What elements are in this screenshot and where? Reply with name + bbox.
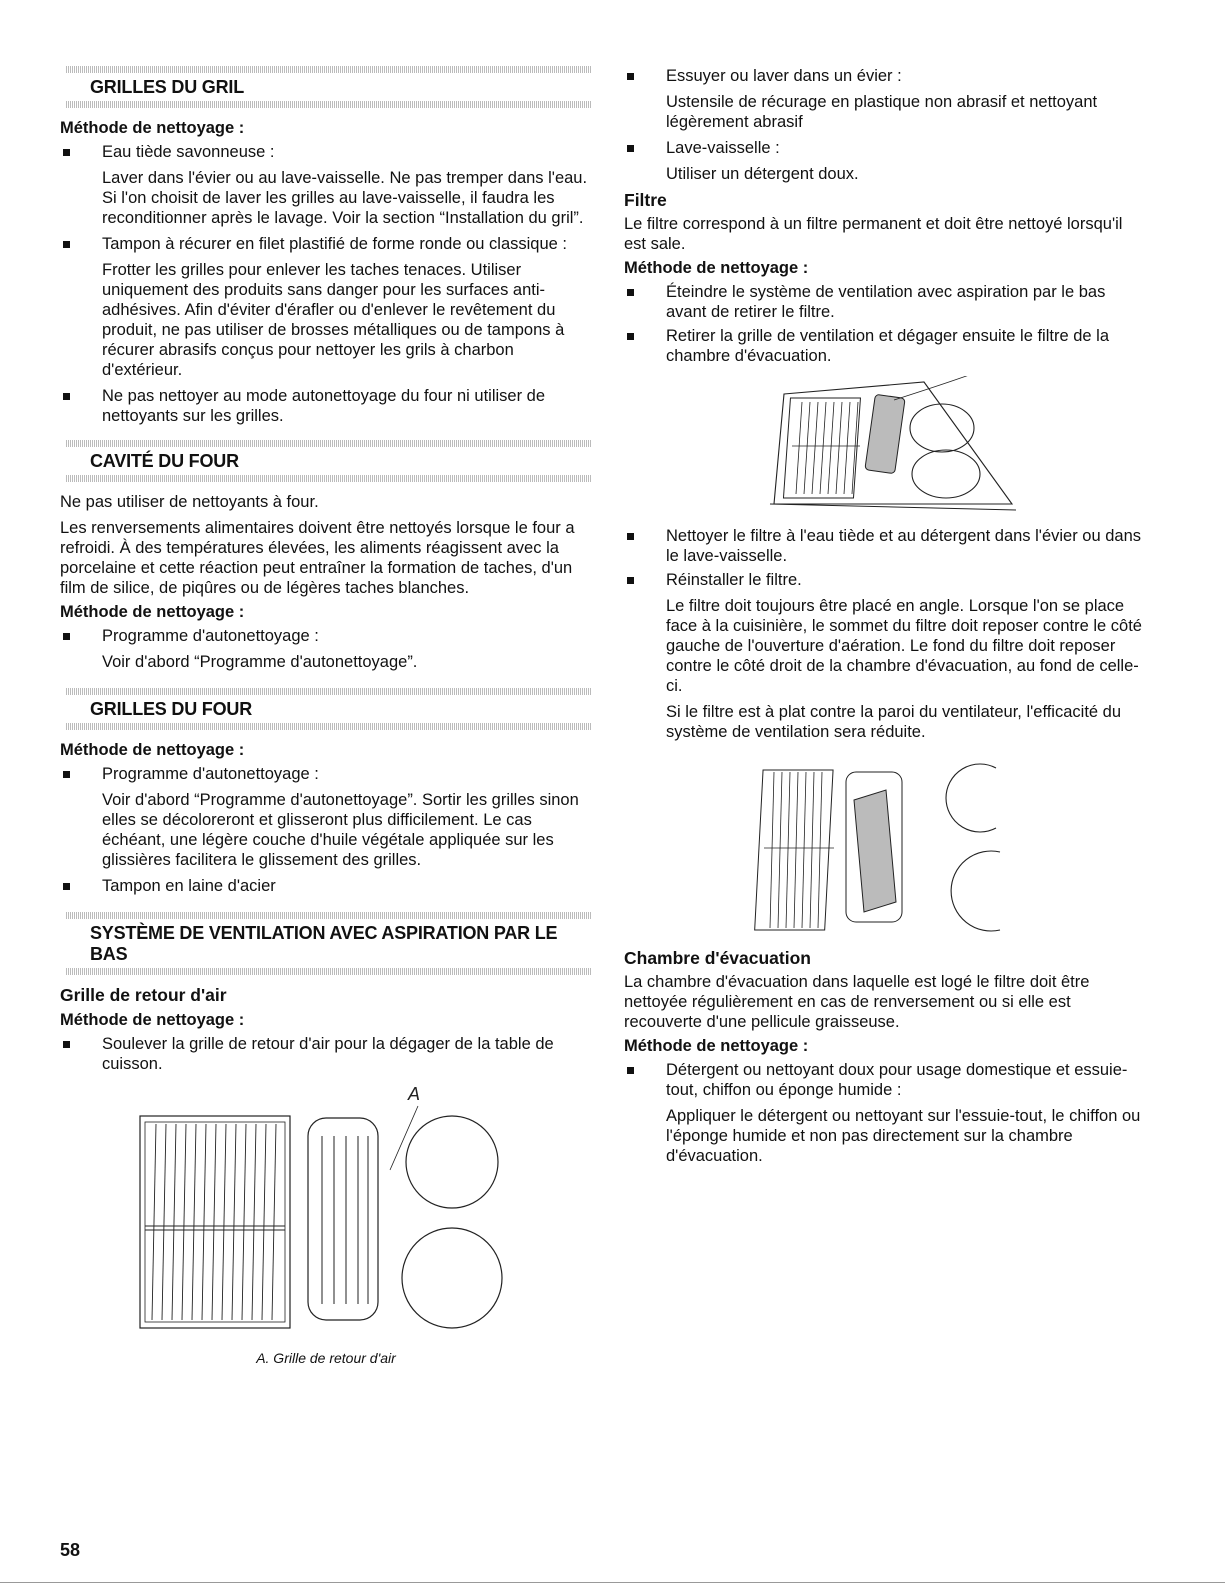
bullet-detail: Frotter les grilles pour enlever les taches tenaces. Utiliser uniquement des produits sans danger pour les surfaces anti-adhésives. Afin d'éviter d'érafler ou d'enlever le revêtement du produit, ne pas utiliser de brosses métalliques ou de tampons à récurer abrasifs conçus pour nettoyer les grils à charbon d'extérieur. (102, 261, 565, 379)
section-header-grilles-du-four (60, 688, 592, 730)
bullet-icon (63, 1041, 70, 1048)
bullet-detail: Laver dans l'évier ou au lave-vaisselle. Ne pas tremper dans l'eau. Si l'on choisit de laver les grilles au lave-vaisselle, il faudra les reconditionner après le lavage. Voir la section “Installation du gril”. (102, 169, 588, 227)
bullet-text: Eau tiède savonneuse : (102, 143, 275, 161)
bullet-icon (627, 333, 634, 340)
bullet-text: Tampon à récurer en filet plastifié de forme ronde ou classique : (102, 235, 567, 253)
bullet-text: Essuyer ou laver dans un évier : (666, 67, 902, 85)
bullet-item (60, 142, 592, 162)
subsection-title: Filtre (624, 190, 667, 210)
header-rule-top (66, 688, 592, 695)
header-rule-bottom (66, 475, 592, 482)
subsection-title: Grille de retour d'air (60, 985, 227, 1005)
method-heading: Méthode de nettoyage : (60, 1011, 245, 1029)
bullet-icon (63, 883, 70, 890)
bullet-icon (63, 633, 70, 640)
bullet-item (60, 764, 592, 784)
bullet-icon (627, 577, 634, 584)
bullet-item (624, 326, 1144, 366)
bullet-icon (627, 145, 634, 152)
bullet-text: Réinstaller le filtre. (666, 571, 802, 589)
method-heading: Méthode de nettoyage : (60, 603, 245, 621)
method-heading: Méthode de nettoyage : (624, 259, 809, 277)
method-heading: Méthode de nettoyage : (60, 119, 245, 137)
bullet-icon (63, 771, 70, 778)
bullet-text: Détergent ou nettoyant doux pour usage domestique et essuie-tout, chiffon ou éponge humide : (666, 1061, 1128, 1099)
bullet-detail: Utiliser un détergent doux. (666, 165, 859, 183)
section-header-cavite-du-four (60, 440, 592, 482)
method-heading: Méthode de nettoyage : (60, 741, 245, 759)
header-rule-top (66, 66, 592, 73)
filter-removal-illustration (624, 376, 1144, 516)
bullet-detail: Si le filtre est à plat contre la paroi du ventilateur, l'efficacité du système de ventilation sera réduite. (666, 703, 1122, 741)
bullet-item (624, 66, 1144, 86)
figure-label-a: A (408, 1084, 421, 1104)
bullet-item (624, 570, 1144, 590)
bullet-text: Tampon en laine d'acier (102, 877, 276, 895)
bullet-icon (63, 393, 70, 400)
figure-caption: A. Grille de retour d'air (256, 1350, 396, 1366)
bullet-text: Retirer la grille de ventilation et dégager ensuite le filtre de la chambre d'évacuation. (666, 327, 1110, 365)
air-return-grille-illustration (60, 1078, 592, 1346)
bullet-detail: Voir d'abord “Programme d'autonettoyage”. (102, 653, 418, 671)
figure-air-return-grille (60, 1078, 592, 1368)
header-rule-bottom (66, 101, 592, 108)
bullet-text: Programme d'autonettoyage : (102, 627, 319, 645)
header-rule-bottom (66, 723, 592, 730)
page-number: 58 (60, 1540, 81, 1560)
bullet-icon (627, 289, 634, 296)
bullet-item (60, 626, 592, 646)
right-column (624, 66, 1144, 1172)
paragraph: Les renversements alimentaires doivent être nettoyés lorsque le four a refroidi. À des températures élevées, les aliments réagissent avec la porcelaine et cette réaction peut entraîner la formation de taches, d'un film de silice, de piqûres ou de légères taches blanches. (60, 519, 575, 597)
bullet-detail: Le filtre doit toujours être placé en angle. Lorsque l'on se place face à la cuisinière, le sommet du filtre doit reposer contre le côté gauche de l'ouverture d'aération. Le fond du filtre doit reposer contre le côté droit de la chambre d'évacuation, au fond de celle-ci. (666, 597, 1142, 695)
bullet-text: Nettoyer le filtre à l'eau tiède et au détergent dans l'évier ou dans le lave-vaisselle. (666, 527, 1142, 565)
bullet-item (60, 234, 592, 254)
bullet-item (624, 282, 1144, 322)
bullet-item (624, 138, 1144, 158)
left-column (60, 66, 592, 1368)
filter-angle-illustration (624, 752, 1144, 942)
header-rule-top (66, 912, 592, 919)
bullet-item (60, 1034, 592, 1074)
bullet-icon (627, 73, 634, 80)
header-rule-top (66, 440, 592, 447)
header-rule-bottom (66, 968, 592, 975)
paragraph: La chambre d'évacuation dans laquelle est logé le filtre doit être nettoyée régulièrement en cas de renversement ou si elle est recouverte d'une pellicule graisseuse. (624, 973, 1090, 1031)
method-heading: Méthode de nettoyage : (624, 1037, 809, 1055)
section-title: SYSTÈME DE VENTILATION AVEC ASPIRATION PAR LE BAS (90, 923, 558, 964)
paragraph: Le filtre correspond à un filtre permanent et doit être nettoyé lorsqu'il est sale. (624, 215, 1123, 253)
bullet-detail: Ustensile de récurage en plastique non abrasif et nettoyant légèrement abrasif (666, 93, 1098, 131)
bullet-text: Ne pas nettoyer au mode autonettoyage du four ni utiliser de nettoyants sur les grilles. (102, 387, 546, 425)
page-bottom-rule (0, 1582, 1225, 1583)
bullet-item (60, 876, 592, 896)
bullet-item (624, 526, 1144, 566)
section-header-systeme-ventilation (60, 912, 592, 975)
bullet-icon (627, 533, 634, 540)
bullet-text: Soulever la grille de retour d'air pour la dégager de la table de cuisson. (102, 1035, 554, 1073)
section-header-grilles-du-gril (60, 66, 592, 108)
paragraph: Ne pas utiliser de nettoyants à four. (60, 493, 319, 511)
bullet-text: Lave-vaisselle : (666, 139, 780, 157)
bullet-text: Éteindre le système de ventilation avec aspiration par le bas avant de retirer le filtre. (666, 283, 1106, 321)
section-title: CAVITÉ DU FOUR (90, 451, 239, 471)
bullet-detail: Voir d'abord “Programme d'autonettoyage”. Sortir les grilles sinon elles se décoloreront et glisseront plus difficilement. Le cas échéant, une légère couche d'huile végétale appliquée sur les glissières facilitera le glissement des grilles. (102, 791, 579, 869)
bullet-icon (63, 241, 70, 248)
bullet-item (60, 386, 592, 426)
bullet-icon (627, 1067, 634, 1074)
bullet-text: Programme d'autonettoyage : (102, 765, 319, 783)
bullet-item (624, 1060, 1144, 1100)
section-title: GRILLES DU FOUR (90, 699, 252, 719)
bullet-detail: Appliquer le détergent ou nettoyant sur l'essuie-tout, le chiffon ou l'éponge humide et non pas directement sur la chambre d'évacuation. (666, 1107, 1141, 1165)
section-title: GRILLES DU GRIL (90, 77, 244, 97)
bullet-icon (63, 149, 70, 156)
subsection-title: Chambre d'évacuation (624, 948, 811, 968)
